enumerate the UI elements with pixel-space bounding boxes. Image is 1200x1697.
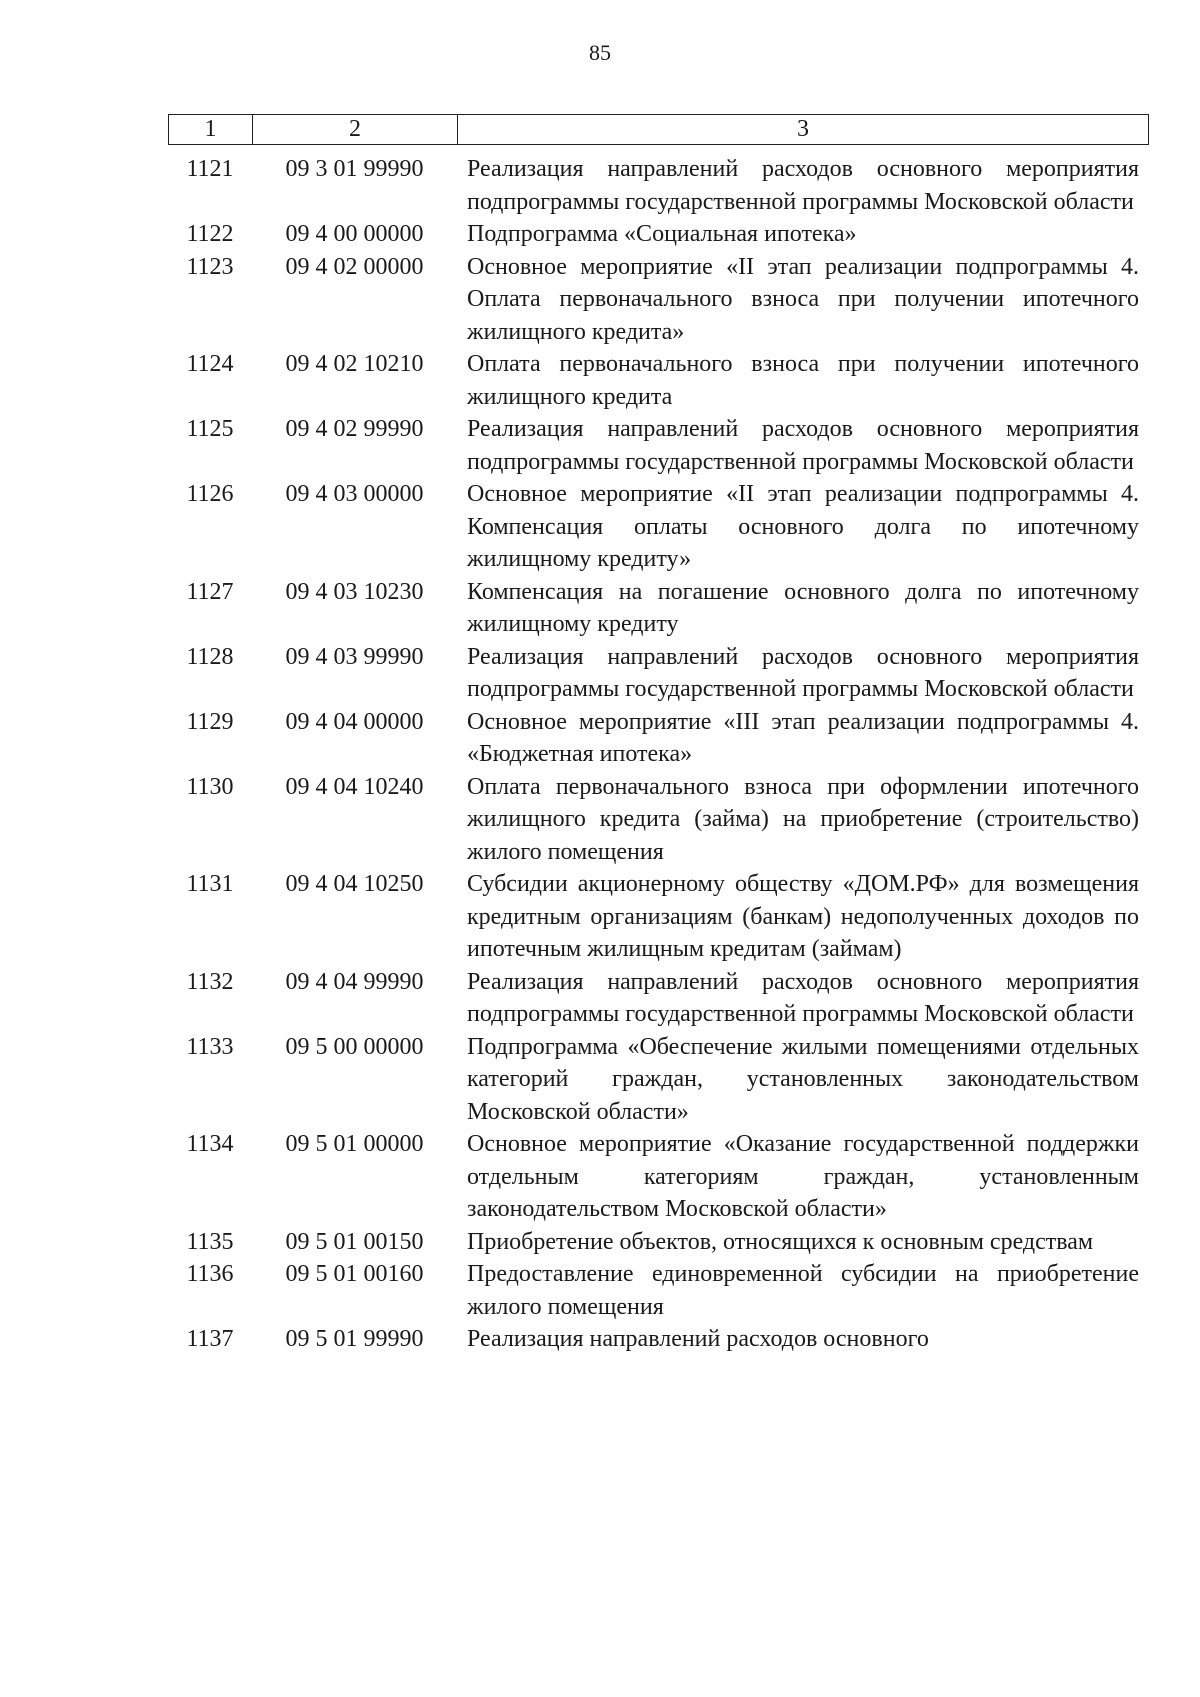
row-number: 1123 bbox=[186, 253, 234, 280]
row-code: 09 4 02 10210 bbox=[285, 351, 424, 377]
table-row bbox=[168, 641, 1149, 706]
row-description: Основное мероприятие «II этап реализации подпрограммы 4. Компенсация оплаты основного долга по ипотечному жилищному кредиту» bbox=[467, 481, 1139, 572]
row-code: 09 4 03 10230 bbox=[285, 578, 424, 605]
row-code: 09 4 03 99990 bbox=[285, 643, 424, 670]
row-number: 1134 bbox=[186, 1131, 234, 1157]
table-row bbox=[168, 771, 1149, 869]
row-code: 09 4 04 00000 bbox=[285, 708, 424, 735]
row-code: 09 4 04 10240 bbox=[285, 773, 424, 800]
row-number: 1128 bbox=[186, 643, 234, 670]
row-code: 09 4 04 10250 bbox=[285, 871, 424, 897]
row-description: Реализация направлений расходов основного мероприятия подпрограммы государственной программы Московской области bbox=[467, 416, 1139, 475]
table-row bbox=[168, 1128, 1149, 1226]
row-number: 1127 bbox=[186, 578, 234, 605]
table-row bbox=[168, 1226, 1149, 1259]
row-number: 1122 bbox=[186, 221, 234, 247]
row-description: Основное мероприятие «III этап реализации подпрограммы 4. «Бюджетная ипотека» bbox=[467, 708, 1139, 767]
row-code: 09 5 01 00000 bbox=[285, 1131, 424, 1157]
row-number: 1121 bbox=[186, 156, 234, 182]
row-description: Субсидии акционерному обществу «ДОМ.РФ» для возмещения кредитным организациям (банкам) недополученных доходов по ипотечным жилищным кредитам (займам) bbox=[467, 871, 1139, 962]
row-number: 1126 bbox=[186, 481, 234, 507]
row-code: 09 5 01 99990 bbox=[285, 1326, 424, 1352]
row-number: 1132 bbox=[186, 968, 234, 995]
row-number: 1135 bbox=[186, 1228, 234, 1255]
row-description: Оплата первоначального взноса при оформлении ипотечного жилищного кредита (займа) на приобретение (строительство) жилого помещения bbox=[467, 773, 1139, 865]
row-number: 1133 bbox=[186, 1033, 234, 1060]
row-number: 1137 bbox=[186, 1326, 234, 1352]
table-row bbox=[168, 1323, 1149, 1356]
row-description: Основное мероприятие «Оказание государственной поддержки отдельным категориям граждан, установленным законодательством Московской области» bbox=[467, 1131, 1139, 1222]
table-row bbox=[168, 706, 1149, 771]
table-row bbox=[168, 966, 1149, 1031]
row-description: Основное мероприятие «II этап реализации подпрограммы 4. Оплата первоначального взноса при получении ипотечного жилищного кредита» bbox=[467, 253, 1139, 345]
row-code: 09 5 01 00160 bbox=[285, 1261, 424, 1287]
row-number: 1131 bbox=[186, 871, 234, 897]
row-description: Реализация направлений расходов основного мероприятия подпрограммы государственной программы Московской области bbox=[467, 643, 1139, 702]
table-row bbox=[168, 348, 1149, 413]
table-row bbox=[168, 251, 1149, 349]
row-number: 1129 bbox=[186, 708, 234, 735]
row-description: Реализация направлений расходов основного bbox=[467, 1326, 929, 1352]
row-description: Оплата первоначального взноса при получении ипотечного жилищного кредита bbox=[467, 351, 1139, 410]
row-code: 09 5 00 00000 bbox=[285, 1033, 424, 1060]
row-code: 09 3 01 99990 bbox=[285, 156, 424, 182]
row-number: 1124 bbox=[186, 351, 234, 377]
row-description: Предоставление единовременной субсидии на приобретение жилого помещения bbox=[467, 1261, 1139, 1320]
row-number: 1136 bbox=[186, 1261, 234, 1287]
table-row bbox=[168, 576, 1149, 641]
table-row bbox=[168, 218, 1149, 251]
page-number: 85 bbox=[589, 40, 611, 65]
table-row bbox=[168, 478, 1149, 576]
header-col-3: 3 bbox=[797, 116, 809, 142]
header-col-1: 1 bbox=[169, 115, 253, 144]
row-description: Подпрограмма «Обеспечение жилыми помещениями отдельных категорий граждан, установленных законодательством Московской области» bbox=[467, 1033, 1139, 1125]
row-description: Реализация направлений расходов основного мероприятия подпрограммы государственной программы Московской области bbox=[467, 968, 1139, 1027]
row-code: 09 4 00 00000 bbox=[285, 221, 424, 247]
table-row bbox=[168, 1031, 1149, 1129]
row-description: Подпрограмма «Социальная ипотека» bbox=[467, 221, 857, 247]
row-code: 09 4 02 99990 bbox=[285, 416, 424, 442]
row-code: 09 4 02 00000 bbox=[285, 253, 424, 280]
row-number: 1130 bbox=[186, 773, 234, 800]
row-number: 1125 bbox=[186, 416, 234, 442]
row-code: 09 5 01 00150 bbox=[285, 1228, 424, 1255]
table-row bbox=[168, 868, 1149, 966]
table-row bbox=[168, 1258, 1149, 1323]
table-row bbox=[168, 153, 1149, 218]
row-description: Приобретение объектов, относящихся к основным средствам bbox=[467, 1228, 1094, 1255]
table-header bbox=[168, 114, 1149, 145]
row-description: Реализация направлений расходов основного мероприятия подпрограммы государственной программы Московской области bbox=[467, 156, 1139, 215]
table-row bbox=[168, 413, 1149, 478]
row-code: 09 4 03 00000 bbox=[285, 481, 424, 507]
table-body bbox=[168, 153, 1149, 1356]
row-code: 09 4 04 99990 bbox=[285, 968, 424, 995]
row-description: Компенсация на погашение основного долга по ипотечному жилищному кредиту bbox=[467, 578, 1139, 637]
header-col-2: 2 bbox=[253, 115, 458, 144]
